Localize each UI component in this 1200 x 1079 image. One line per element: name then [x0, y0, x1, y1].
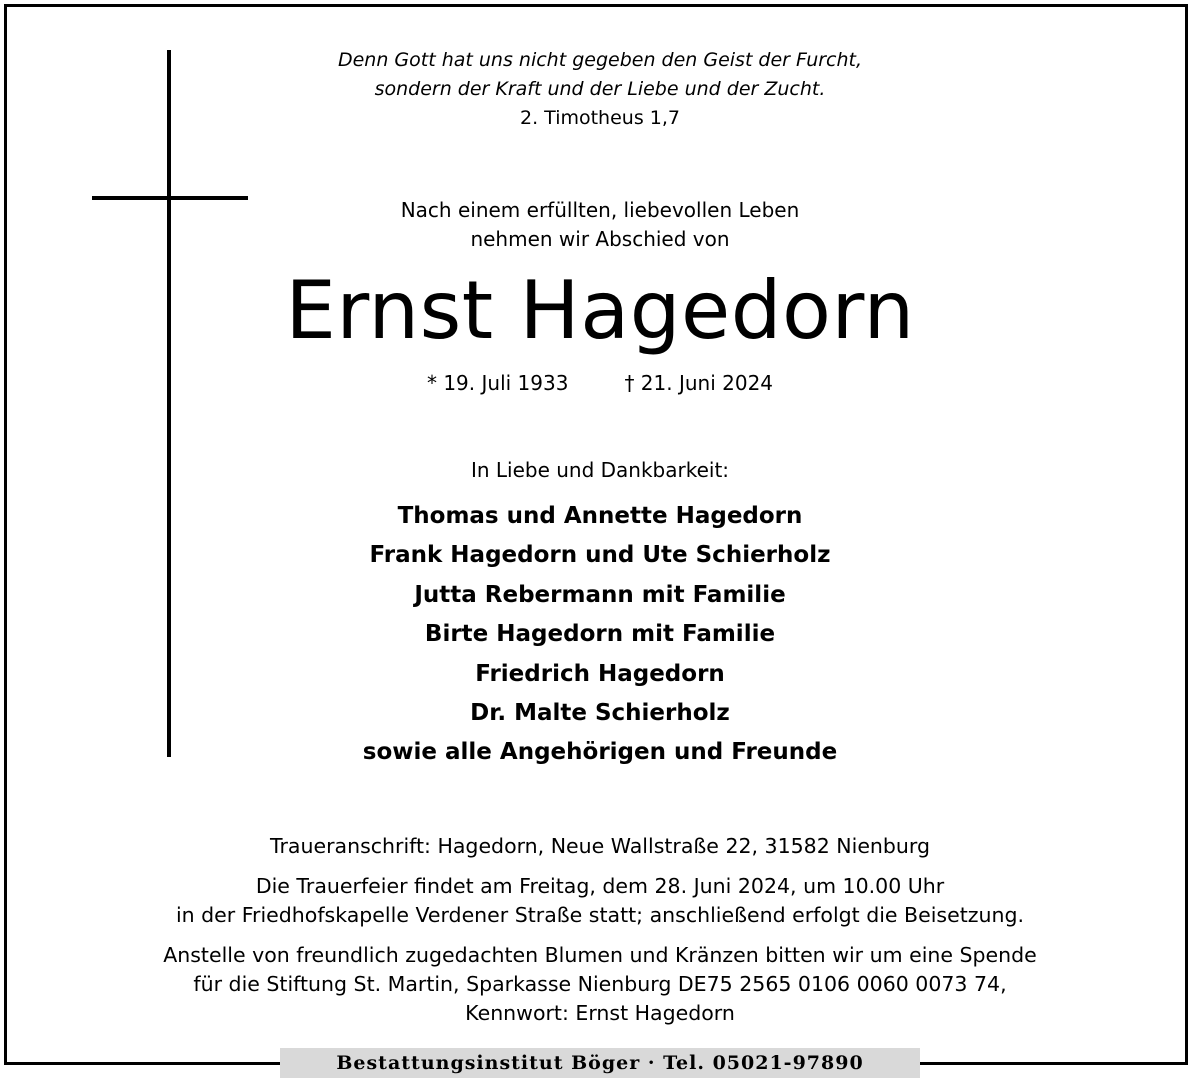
verse-line-1: Denn Gott hat uns nicht gegeben den Geist der Furcht,	[337, 49, 863, 71]
donation-line-3: Kennwort: Ernst Hagedorn	[465, 1001, 735, 1025]
verse-reference: 2. Timotheus 1,7	[520, 107, 680, 129]
deceased-name: Ernst Hagedorn	[285, 264, 915, 357]
mourner-item: Dr. Malte Schierholz	[470, 699, 730, 726]
donation-line-2: für die Stiftung St. Martin, Sparkasse Nienburg DE75 2565 0106 0060 0073 74,	[193, 972, 1007, 996]
ceremony-line-2: in der Friedhofskapelle Verdener Straße statt; anschließend erfolgt die Beisetzung.	[175, 903, 1025, 927]
mourner-item: Frank Hagedorn und Ute Schierholz	[369, 542, 831, 569]
death-date: † 21. Juni 2024	[624, 371, 774, 395]
intro-line-2: nehmen wir Abschied von	[470, 227, 730, 251]
birth-date: * 19. Juli 1933	[426, 371, 569, 395]
mourner-item: Thomas und Annette Hagedorn	[397, 503, 803, 529]
verse-line-2: sondern der Kraft und der Liebe und der Zucht.	[374, 78, 826, 100]
ceremony-info	[0, 872, 1200, 930]
funeral-home-footer: Bestattungsinstitut Böger · Tel. 05021-97890	[280, 1048, 920, 1078]
mourner-item: sowie alle Angehörigen und Freunde	[362, 739, 838, 766]
intro-text	[0, 196, 1200, 254]
life-dates	[0, 370, 1200, 396]
mourners-list	[0, 497, 1200, 773]
thanks-heading: In Liebe und Dankbarkeit:	[470, 458, 730, 482]
mourner-item: Friedrich Hagedorn	[475, 660, 725, 687]
ceremony-line-1: Die Trauerfeier findet am Freitag, dem 28. Juni 2024, um 10.00 Uhr	[255, 874, 945, 898]
bible-verse	[0, 46, 1200, 133]
donation-line-1: Anstelle von freundlich zugedachten Blumen und Kränzen bitten wir um eine Spende	[163, 943, 1037, 967]
mourner-item: Birte Hagedorn mit Familie	[424, 621, 776, 648]
donation-info	[0, 941, 1200, 1028]
mourner-item: Jutta Rebermann mit Familie	[414, 581, 786, 608]
mourning-address: Traueranschrift: Hagedorn, Neue Wallstraße 22, 31582 Nienburg	[269, 834, 931, 858]
intro-line-1: Nach einem erfüllten, liebevollen Leben	[400, 198, 800, 222]
